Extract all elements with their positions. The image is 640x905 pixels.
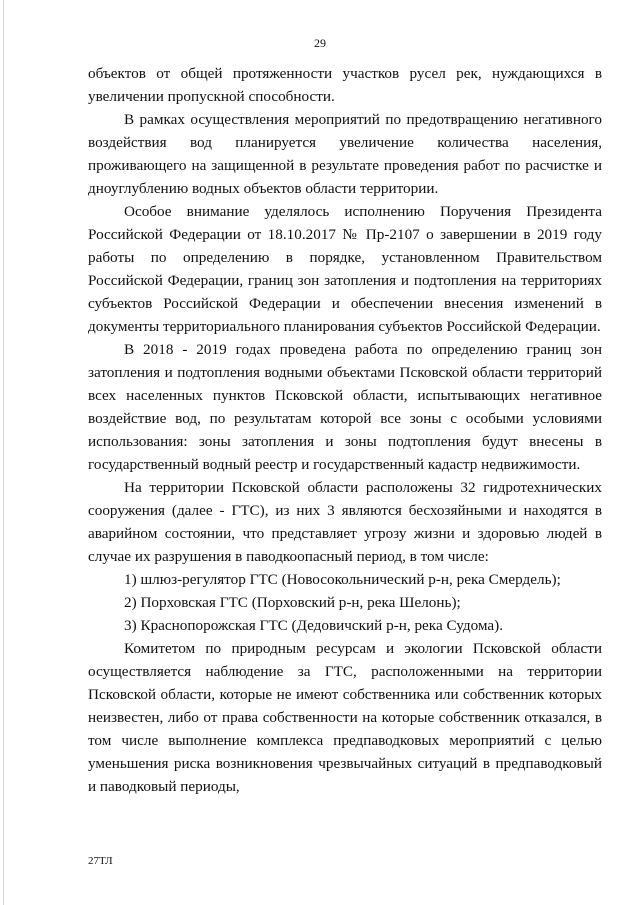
paragraph-presidential-order: Особое внимание уделялось исполнению Поручения Президента Российской Федерации от 18.10.2017 № Пр-2107 о завершении в 2019 году работы по определению в порядке, установленном Правительством Российской Федерации, границ зон затопления и подтопления на территориях субъектов Российской Федерации и обеспечении внесения изменений в документы территориального планирования субъектов Российской Федерации. [88, 203, 602, 335]
paragraph-continuation: объектов от общей протяженности участков русел рек, нуждающихся в увеличении пропускной способности. [88, 65, 602, 105]
paragraph-flood-zones: В 2018 - 2019 годах проведена работа по определению границ зон затопления и подтопления водными объектами Псковской области территорий всех населенных пунктов Псковской области, испытывающих негативное воздействие вод, по результатам которой все зоны с особыми условиями использования: зоны затопления и зоны подтопления будут внесены в государственный водный реестр и государственный кадастр недвижимости. [88, 341, 602, 473]
list-item: 2) Порховская ГТС (Порховский р-н, река Шелонь); [124, 594, 461, 611]
list-item: 1) шлюз-регулятор ГТС (Новосокольнический р-н, река Смердель); [124, 571, 561, 588]
page-number: 29 [314, 36, 326, 50]
list-item: 3) Краснопорожская ГТС (Дедовичский р-н, река Судома). [124, 617, 504, 634]
paragraph-hydraulic-structures: На территории Псковской области расположены 32 гидротехнических сооружения (далее - ГТС), из них 3 являются бесхозяйными и находятся в аварийном состоянии, что представляет угрозу жизни и здоровью людей в случае их разрушения в паводкоопасный период, в том числе: [88, 479, 602, 565]
document-body [88, 62, 602, 798]
footer-document-code: 27ТЛ [88, 855, 113, 867]
page-edge-line [3, 0, 4, 905]
paragraph-committee-monitoring: Комитетом по природным ресурсам и экологии Псковской области осуществляется наблюдение за ГТС, расположенными на территории Псковской области, которые не имеют собственника или собственник которых неизвестен, либо от права собственности на которые собственник отказался, в том числе выполнение комплекса предпаводковых мероприятий с целью уменьшения риска возникновения чрезвычайных ситуаций в предпаводковый и паводковый периоды, [88, 640, 602, 795]
paragraph-flood-prevention: В рамках осуществления мероприятий по предотвращению негативного воздействия вод планируется увеличение количества населения, проживающего на защищенной в результате проведения работ по расчистке и дноуглублению водных объектов области территории. [88, 111, 602, 197]
